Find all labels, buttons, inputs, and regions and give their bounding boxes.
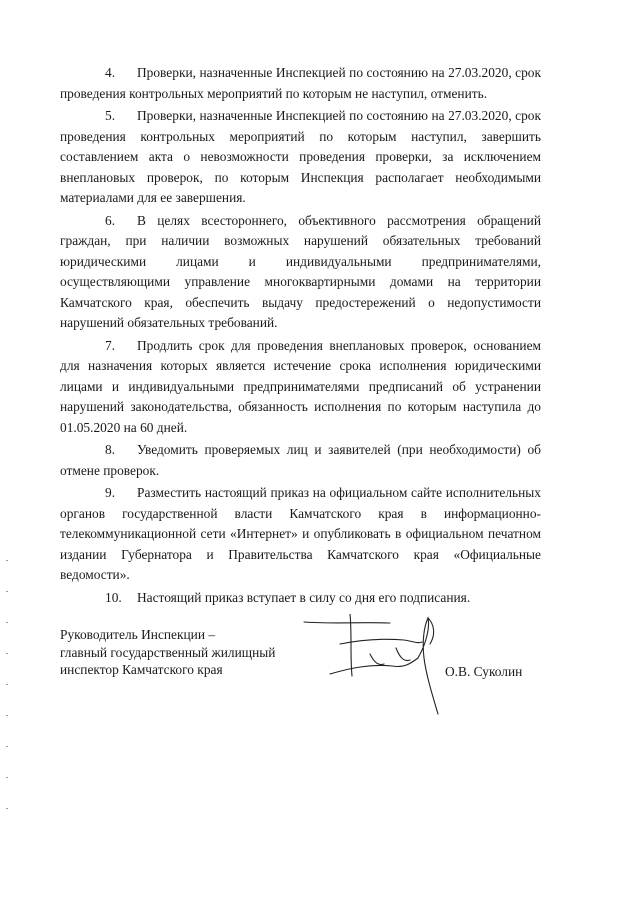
scan-mark	[6, 684, 8, 685]
scan-mark	[6, 715, 8, 716]
item-text: Разместить настоящий приказ на официальном сайте исполнительных органов государственной власти Камчатского края в информационно-телекоммуникационной сети «Интернет» и опубликовать в официальном печатном издании Губернатора и Правительства Камчатского края «Официальные ведомости».	[60, 485, 541, 582]
item-text: Настоящий приказ вступает в силу со дня его подписания.	[137, 589, 471, 605]
item-number: 8.	[105, 442, 116, 457]
order-item-7	[60, 336, 541, 439]
order-item-6	[60, 211, 541, 334]
signatory-title-line: инспектор Камчатского края	[60, 662, 223, 677]
item-text: Проверки, назначенные Инспекцией по состоянию на 27.03.2020, срок проведения контрольных мероприятий по которым наступил, завершить составлением акта о невозможности проведения проверки, за исключением внеплановых проверок, по которым Инспекция располагает необходимыми материалами для ее завершения.	[60, 108, 541, 205]
order-item-4	[60, 63, 541, 104]
scan-mark	[6, 746, 8, 747]
signature-block	[60, 626, 540, 736]
order-item-8	[60, 440, 541, 481]
item-number: 10.	[105, 589, 122, 605]
item-number: 5.	[105, 108, 116, 123]
scan-margin-marks	[6, 560, 14, 890]
order-item-5	[60, 106, 541, 209]
item-text: Проверки, назначенные Инспекцией по состоянию на 27.03.2020, срок проведения контрольных мероприятий по которым не наступил, отменить.	[60, 65, 541, 101]
order-item-9	[60, 483, 541, 586]
item-number: 7.	[105, 337, 116, 353]
item-number: 4.	[105, 65, 116, 80]
signatory-title-line: главный государственный жилищный	[60, 644, 276, 660]
scan-mark	[6, 777, 8, 778]
scan-mark	[6, 591, 8, 592]
order-items	[60, 63, 541, 610]
scan-mark	[6, 622, 8, 623]
signatory-title-line: Руководитель Инспекции –	[60, 627, 216, 642]
item-number: 6.	[105, 212, 116, 228]
scan-mark	[6, 560, 8, 561]
item-text: Продлить срок для проведения внеплановых проверок, основанием для назначения которых является истечение срока исполнения юридическими лицами и индивидуальными предпринимателями предписаний об устранении нарушений законодательства, обязанность исполнения по которым наступила до 01.05.2020 на 60 дней.	[60, 337, 541, 435]
signatory-title	[60, 626, 320, 679]
item-number: 9.	[105, 485, 116, 500]
item-text: В целях всестороннего, объективного рассмотрения обращений граждан, при наличии возможных нарушений обязательных требований юридическими лицами и индивидуальными предпринимателями, осуществляющими управление многоквартирными домами на территории Камчатского края, обеспечить выдачу предостережений о недопустимости нарушений обязательных требований.	[60, 212, 541, 330]
scan-mark	[6, 808, 8, 809]
scan-mark	[6, 653, 8, 654]
signatory-name: О.В. Суколин	[445, 664, 523, 679]
item-text: Уведомить проверяемых лиц и заявителей (при необходимости) об отмене проверок.	[60, 442, 541, 478]
order-item-10	[60, 588, 541, 609]
